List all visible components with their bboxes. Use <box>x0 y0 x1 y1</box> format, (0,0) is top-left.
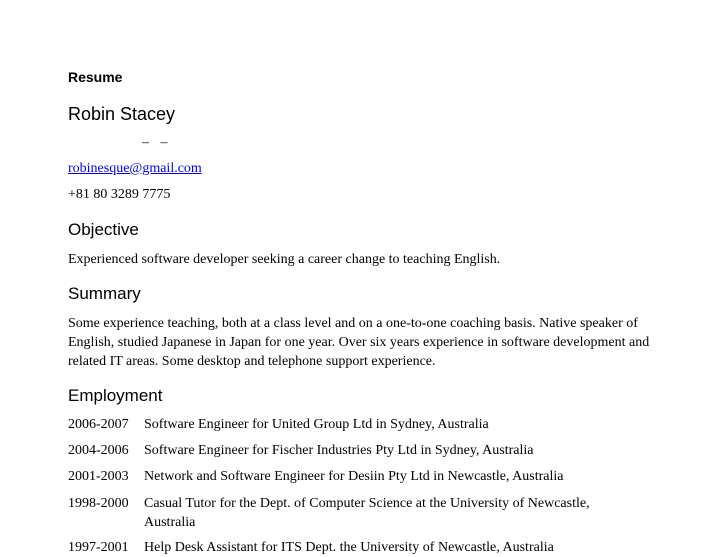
employment-years: 1997-2001 <box>68 540 129 555</box>
employment-years: 2001-2003 <box>68 469 129 484</box>
summary-heading: Summary <box>68 284 141 303</box>
objective-heading: Objective <box>68 220 139 239</box>
employment-description: Software Engineer for United Group Ltd in Sydney, Australia <box>144 417 489 432</box>
document-label: Resume <box>68 69 123 85</box>
objective-text: Experienced software developer seeking a career change to teaching English. <box>68 252 501 267</box>
employment-years: 2004-2006 <box>68 443 129 458</box>
employment-description: Help Desk Assistant for ITS Dept. the University of Newcastle, Australia <box>144 540 554 555</box>
contact-separator: – – <box>142 135 168 150</box>
employment-description: Network and Software Engineer for Desiin Pty Ltd in Newcastle, Australia <box>144 469 564 484</box>
employment-years: 1998-2000 <box>68 496 129 511</box>
person-name: Robin Stacey <box>68 104 176 124</box>
employment-description: Casual Tutor for the Dept. of Computer Science at the University of Newcastle, Australia <box>144 496 590 530</box>
employment-years: 2006-2007 <box>68 417 129 432</box>
phone-number: +81 80 3289 7775 <box>68 187 171 202</box>
employment-heading: Employment <box>68 386 163 405</box>
email-link[interactable]: robinesque@gmail.com <box>68 161 202 176</box>
summary-text: Some experience teaching, both at a class level and on a one-to-one coaching basis. Native speaker of English, studied Japanese in Japan for one year. Over six years experience in software development and related IT areas. Some desktop and telephone support experience. <box>68 316 650 369</box>
employment-description: Software Engineer for Fischer Industries Pty Ltd in Sydney, Australia <box>144 443 534 458</box>
